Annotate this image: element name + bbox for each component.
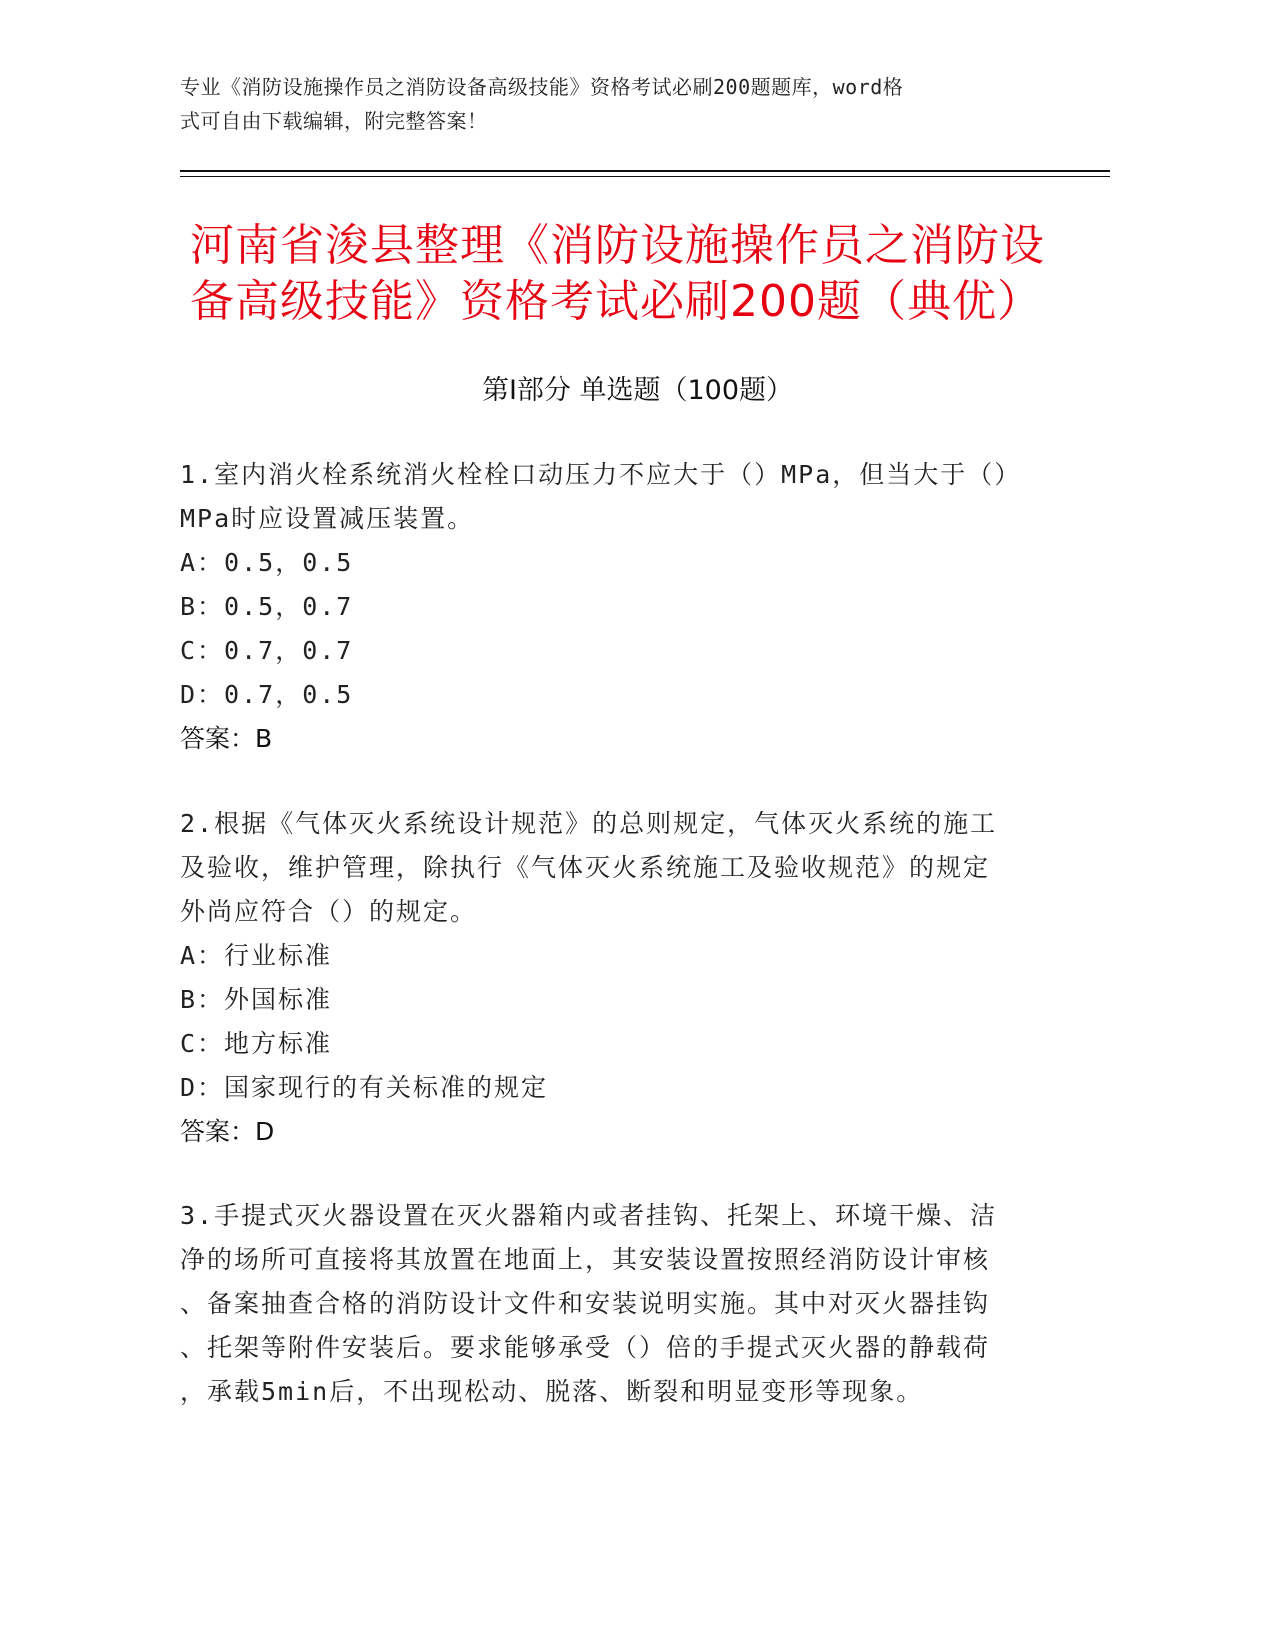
- document-title: [190, 218, 1090, 330]
- header-divider-thick: [180, 170, 1110, 172]
- section-title: 第Ⅰ部分 单选题（100题）: [481, 375, 794, 406]
- option-c: C：地方标准: [180, 1029, 333, 1058]
- option-d: D：国家现行的有关标准的规定: [180, 1073, 549, 1102]
- question-text-line: 净的场所可直接将其放置在地面上，其安装设置按照经消防设计审核: [180, 1245, 991, 1274]
- question-text-line: 外尚应符合（）的规定。: [180, 897, 478, 926]
- document-title-line: 备高级技能》资格考试必刷200题（典优）: [190, 276, 1042, 327]
- question-text-line: ，承载5min后，不出现松动、脱落、断裂和明显变形等现象。: [180, 1377, 924, 1406]
- answer: 答案：D: [180, 1117, 275, 1146]
- question-3: [180, 1194, 1040, 1414]
- question-text-line: 、托架等附件安装后。要求能够承受（）倍的手提式灭火器的静载荷: [180, 1333, 991, 1362]
- question-2: [180, 802, 1040, 1154]
- question-1: [180, 453, 1040, 761]
- option-a: A：0.5，0.5: [180, 548, 354, 577]
- question-text-line: 、备案抽查合格的消防设计文件和安装说明实施。其中对灭火器挂钩: [180, 1289, 991, 1318]
- option-c: C：0.7，0.7: [180, 636, 354, 665]
- option-a: A：行业标准: [180, 941, 333, 970]
- question-text-line: 3.手提式灭火器设置在灭火器箱内或者挂钩、托架上、环境干燥、洁: [180, 1201, 998, 1230]
- answer: 答案：B: [180, 724, 273, 753]
- header-note-line: 专业《消防设施操作员之消防设备高级技能》资格考试必刷200题题库，word格: [180, 75, 904, 99]
- option-b: B：0.5，0.7: [180, 592, 354, 621]
- document-title-line: 河南省浚县整理《消防设施操作员之消防设: [190, 220, 1045, 271]
- header-note-line: 式可自由下载编辑，附完整答案！: [180, 109, 488, 133]
- question-text-line: 2.根据《气体灭火系统设计规范》的总则规定，气体灭火系统的施工: [180, 809, 998, 838]
- question-text-line: 及验收，维护管理，除执行《气体灭火系统施工及验收规范》的规定: [180, 853, 991, 882]
- header-divider-thin: [180, 176, 1110, 177]
- question-text-line: MPa时应设置减压装置。: [180, 504, 475, 533]
- question-text-line: 1.室内消火栓系统消火栓栓口动压力不应大于（）MPa，但当大于（）: [180, 460, 1022, 489]
- option-b: B：外国标准: [180, 985, 333, 1014]
- header-note: [180, 70, 1040, 138]
- option-d: D：0.7，0.5: [180, 680, 354, 709]
